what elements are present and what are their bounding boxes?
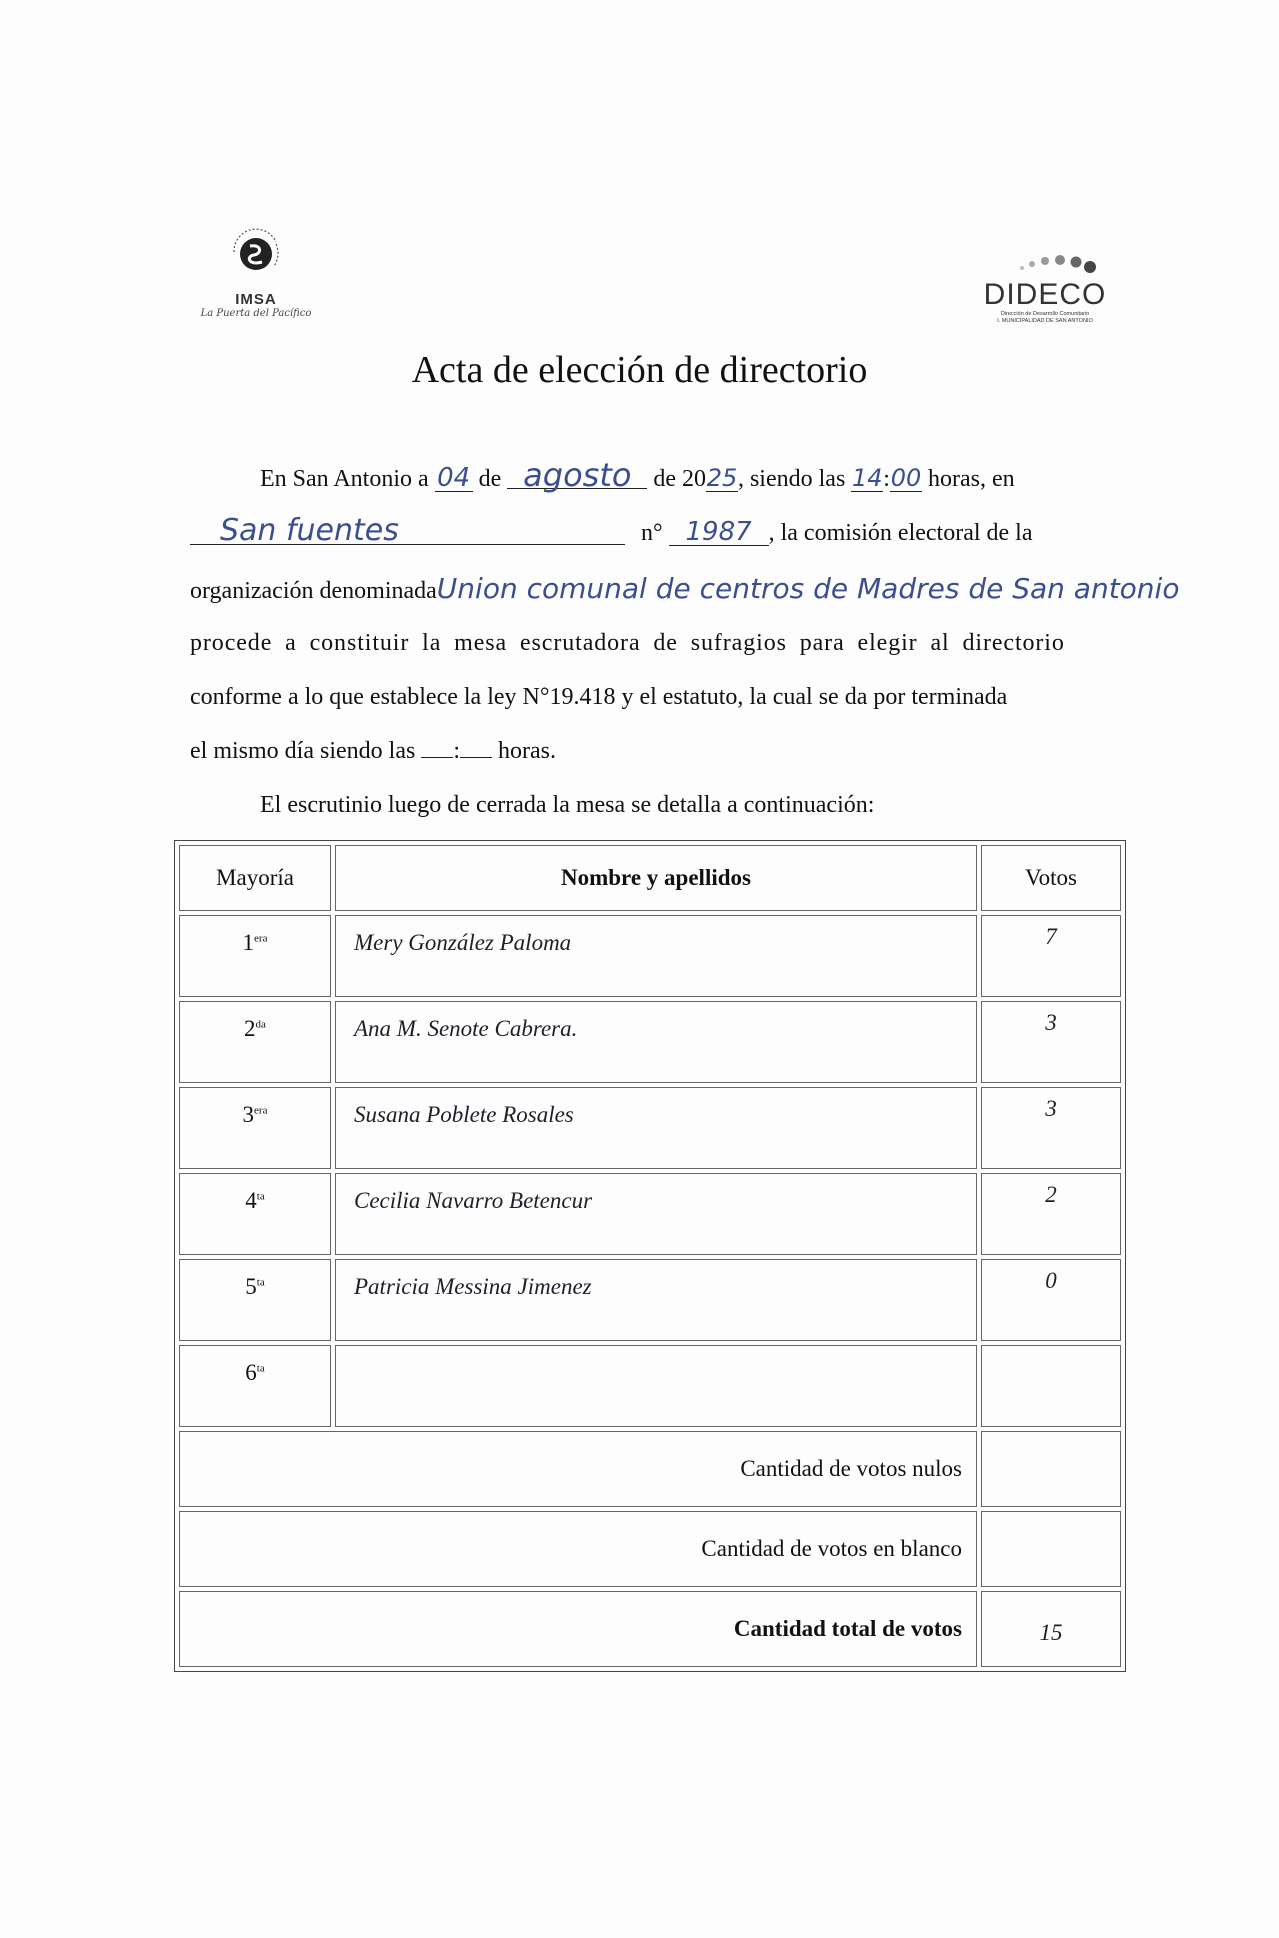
paragraph-line-6 <box>190 736 1105 766</box>
dideco-subtitle-2: I. MUNICIPALIDAD DE SAN ANTONIO <box>997 318 1093 324</box>
votes-cell[interactable]: 7 <box>981 915 1121 997</box>
imsa-name: IMSA <box>235 291 277 308</box>
end-hour-field[interactable] <box>421 757 453 758</box>
rank-cell <box>179 915 331 997</box>
text-siendo-las-fin: el mismo día siendo las <box>190 738 416 764</box>
table-row <box>179 1173 1121 1255</box>
rank-number: 6 <box>245 1360 257 1385</box>
month-field[interactable]: agosto <box>507 462 647 489</box>
header-name: Nombre y apellidos <box>335 845 977 911</box>
table-row <box>179 1001 1121 1083</box>
rank-number: 3 <box>242 1102 255 1127</box>
organization-name-field[interactable]: Union comunal de centros de Madres de San antonio <box>436 572 1180 605</box>
dideco-dots-icon <box>1010 252 1100 274</box>
dideco-logo <box>975 252 1115 325</box>
text-de-20: de 20 <box>653 466 706 492</box>
end-minute-field[interactable] <box>460 757 492 758</box>
null-votes-row <box>179 1431 1121 1507</box>
text-en-san-antonio: En San Antonio a <box>260 466 429 492</box>
candidate-name-cell[interactable]: Ana M. Senote Cabrera. <box>335 1001 977 1083</box>
dideco-subtitle-1: Dirección de Desarrollo Comunitario <box>1000 311 1090 317</box>
votes-cell[interactable]: 2 <box>981 1173 1121 1255</box>
table-row <box>179 1087 1121 1169</box>
null-votes-label: Cantidad de votos nulos <box>179 1431 977 1507</box>
text-de: de <box>478 466 502 492</box>
rank-cell <box>179 1173 331 1255</box>
text-organizacion-denominada: organización denominada <box>190 578 437 604</box>
dideco-name: DIDECO <box>983 278 1107 311</box>
candidate-name-cell[interactable]: Mery González Paloma <box>335 915 977 997</box>
candidate-name-cell[interactable]: Susana Poblete Rosales <box>335 1087 977 1169</box>
day-field[interactable]: 04 <box>435 465 473 492</box>
street-number-field[interactable]: 1987 <box>669 519 769 546</box>
candidate-name-cell[interactable] <box>335 1345 977 1427</box>
text-horas-fin: horas. <box>497 738 556 764</box>
table-row <box>179 915 1121 997</box>
header-rank: Mayoría <box>179 845 331 911</box>
rank-suffix: ta <box>256 1362 265 1375</box>
rank-suffix: da <box>255 1018 266 1031</box>
total-votes-value[interactable]: 15 <box>981 1591 1121 1667</box>
imsa-logo <box>196 224 316 319</box>
paragraph-line-5: conforme a lo que establece la ley N°19.418 y el estatuto, la cual se da por terminada <box>190 684 1008 710</box>
text-comision-electoral: , la comisión electoral de la <box>768 520 1033 546</box>
rank-number: 2 <box>244 1016 256 1041</box>
time-colon: : <box>883 466 890 492</box>
imsa-seal-icon <box>226 224 286 284</box>
table-row <box>179 1345 1121 1427</box>
paragraph-line-3 <box>190 572 1180 606</box>
paragraph-line-4: procede a constituir la mesa escrutadora de sufragios para elegir al directorio <box>190 630 1065 656</box>
street-field[interactable]: San fuentes <box>190 518 625 545</box>
paragraph-line-7: El escrutinio luego de cerrada la mesa se detalla a continuación: <box>260 792 875 818</box>
rank-suffix: ta <box>256 1190 265 1203</box>
text-siendo-las: , siendo las <box>737 466 846 492</box>
imsa-tagline: La Puerta del Pacífico <box>200 308 312 319</box>
text-number-label: n° <box>641 520 663 546</box>
votes-cell[interactable]: 0 <box>981 1259 1121 1341</box>
paragraph-line-2 <box>190 513 1105 548</box>
rank-suffix: ta <box>256 1276 265 1289</box>
rank-number: 1 <box>242 930 255 955</box>
table-row <box>179 1259 1121 1341</box>
votes-cell[interactable]: 3 <box>981 1087 1121 1169</box>
rank-cell <box>179 1259 331 1341</box>
candidate-name-cell[interactable]: Cecilia Navarro Betencur <box>335 1173 977 1255</box>
total-votes-row <box>179 1591 1121 1667</box>
votes-cell[interactable]: 3 <box>981 1001 1121 1083</box>
null-votes-value[interactable] <box>981 1431 1121 1507</box>
rank-cell <box>179 1087 331 1169</box>
document-title: Acta de elección de directorio <box>411 349 868 391</box>
rank-suffix: era <box>254 1104 268 1117</box>
rank-number: 5 <box>245 1274 257 1299</box>
table-header-row <box>179 845 1121 911</box>
header-votes: Votos <box>981 845 1121 911</box>
blank-votes-label: Cantidad de votos en blanco <box>179 1511 977 1587</box>
blank-votes-value[interactable] <box>981 1511 1121 1587</box>
rank-suffix: era <box>254 932 268 945</box>
rank-cell <box>179 1345 331 1427</box>
paragraph-line-1 <box>260 456 1105 494</box>
total-votes-label: Cantidad total de votos <box>179 1591 977 1667</box>
text-horas-en: horas, en <box>927 466 1015 492</box>
minute-field[interactable]: 00 <box>890 464 922 492</box>
rank-number: 4 <box>245 1188 257 1213</box>
year-field[interactable]: 25 <box>706 464 738 492</box>
results-table <box>174 840 1126 1672</box>
candidate-name-cell[interactable]: Patricia Messina Jimenez <box>335 1259 977 1341</box>
rank-cell <box>179 1001 331 1083</box>
end-time-colon: : <box>453 738 460 764</box>
hour-field[interactable]: 14 <box>852 464 883 492</box>
blank-votes-row <box>179 1511 1121 1587</box>
votes-cell[interactable] <box>981 1345 1121 1427</box>
